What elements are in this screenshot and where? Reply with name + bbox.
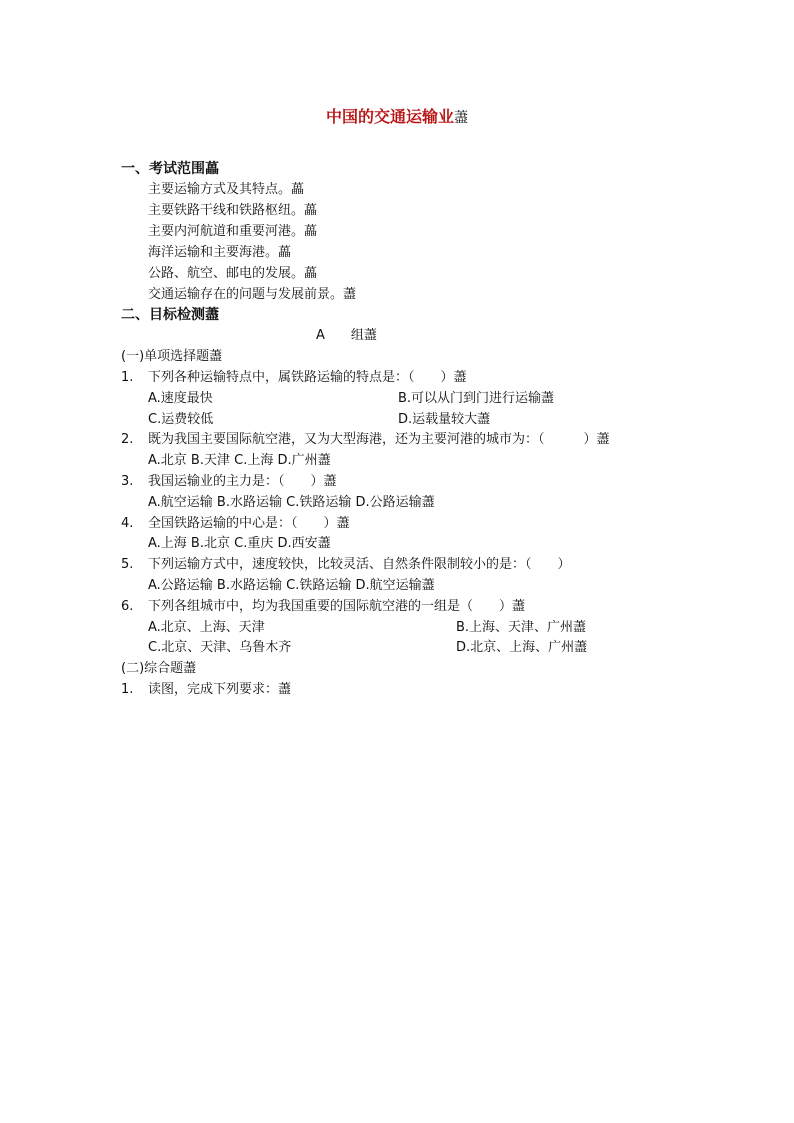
scope-item: 公路、航空、邮电的发展。藟: [148, 266, 318, 281]
scope-item: 海洋运输和主要海港。藟: [148, 245, 292, 260]
question-text: 下列各组城市中，均为我国重要的国际航空港的一组是（ ）藎: [148, 599, 526, 614]
options-line: A.北京 B.天津 C.上海 D.广州藎: [148, 453, 331, 468]
part1-label: (一)单项选择题藎: [121, 349, 223, 364]
group-label: A 组藎: [316, 328, 377, 343]
scope-item: 主要内河航道和重要河港。藟: [148, 224, 318, 239]
scope-item: 交通运输存在的问题与发展前景。藎: [148, 287, 357, 302]
question-number: 6.: [121, 599, 134, 614]
question-number: 1.: [121, 682, 134, 697]
question-number: 5.: [121, 557, 134, 572]
question-number: 1.: [121, 370, 134, 385]
question-number: 3.: [121, 474, 134, 489]
section2-heading: 二、目标检测藎: [121, 307, 219, 323]
section1-heading: 一、考试范围藟: [121, 161, 219, 177]
question-text: 我国运输业的主力是：（ ）藎: [148, 474, 337, 489]
option-b: B.可以从门到门进行运输藎: [398, 391, 555, 406]
question-text: 下列各种运输特点中，属铁路运输的特点是：（ ）藎: [148, 370, 467, 385]
option-d: D.北京、上海、广州藎: [456, 640, 588, 655]
part2-label: (二)综合题藎: [121, 661, 197, 676]
option-d: D.运载量较大藎: [398, 412, 491, 427]
option-a: A.速度最快: [148, 391, 213, 406]
title-mark: 藎: [454, 110, 468, 126]
question-text: 读图，完成下列要求：藎: [148, 682, 292, 697]
question-text: 全国铁路运输的中心是：（ ）藎: [148, 516, 350, 531]
page-title: [0, 106, 794, 129]
option-a: A.北京、上海、天津: [148, 620, 265, 635]
options-line: A.上海 B.北京 C.重庆 D.西安藎: [148, 536, 331, 551]
option-b: B.上海、天津、广州藎: [456, 620, 587, 635]
option-c: C.运费较低: [148, 412, 214, 427]
options-line: A.公路运输 B.水路运输 C.铁路运输 D.航空运输藎: [148, 578, 435, 593]
scope-item: 主要铁路干线和铁路枢纽。藟: [148, 203, 318, 218]
option-c: C.北京、天津、乌鲁木齐: [148, 640, 292, 655]
question-number: 2.: [121, 432, 134, 447]
question-text: 既为我国主要国际航空港，又为大型海港，还为主要河港的城市为：（ ）藎: [148, 432, 610, 447]
scope-item: 主要运输方式及其特点。藟: [148, 182, 305, 197]
question-text: 下列运输方式中，速度较快，比较灵活、自然条件限制较小的是：（ ）: [148, 557, 571, 572]
options-line: A.航空运输 B.水路运输 C.铁路运输 D.公路运输藎: [148, 495, 435, 510]
question-number: 4.: [121, 516, 134, 531]
title-text: 中国的交通运输业: [325, 107, 454, 126]
